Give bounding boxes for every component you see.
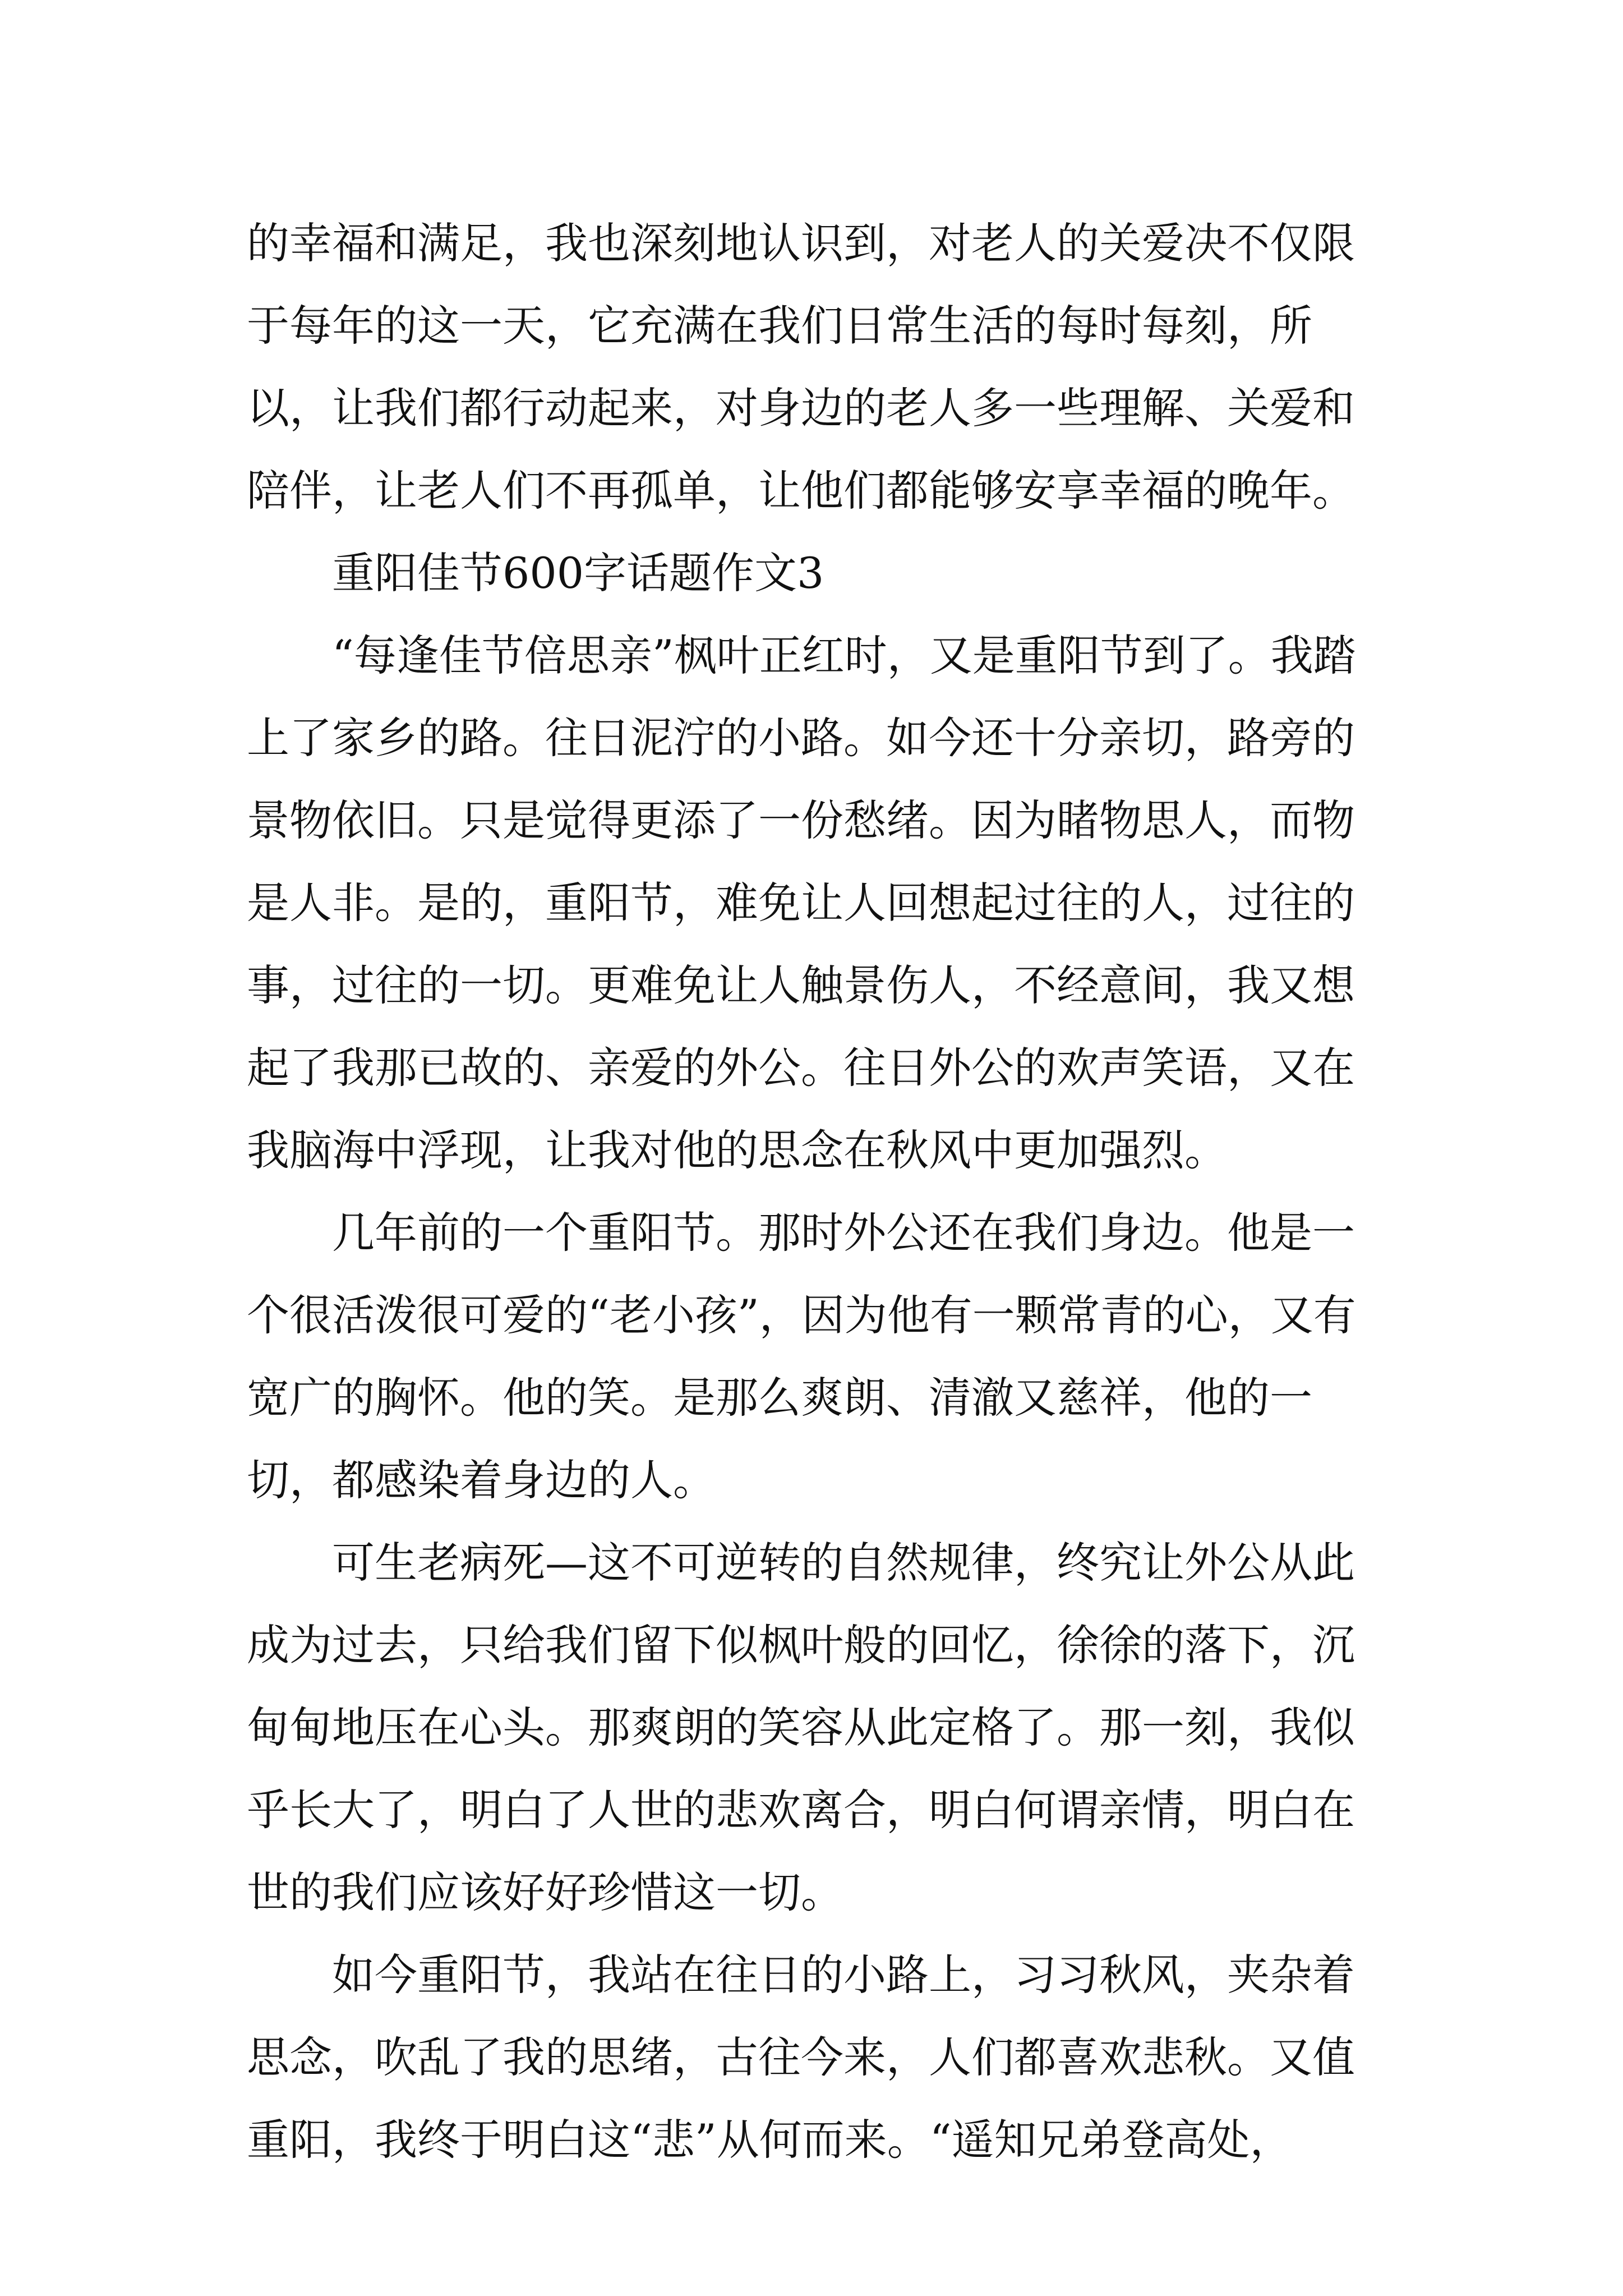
paragraph: 如今重阳节，我站在往日的小路上，习习秋风，夹杂着思念，吹乱了我的思绪，古往今来，人们都喜欢悲秋。又值重阳，我终于明白这“悲”从何而来。“遥知兄弟登高处， (247, 1950, 1355, 2165)
paragraph: 几年前的一个重阳节。那时外公还在我们身边。他是一个很活泼很可爱的“老小孩”，因为他有一颗常青的心，又有宽广的胸怀。他的笑。是那么爽朗、清澈又慈祥，他的一切，都感染着身边的人。 (247, 1208, 1356, 1505)
paragraph: 可生老病死—这不可逆转的自然规律，终究让外公从此成为过去，只给我们留下似枫叶般的回忆，徐徐的落下，沉甸甸地压在心头。那爽朗的笑容从此定格了。那一刻，我似乎长大了，明白了人世的悲欢离合，明白何谓亲情，明白在世的我们应该好好珍惜这一切。 (247, 1538, 1355, 1917)
paragraph: “每逢佳节倍思亲”枫叶正红时，又是重阳节到了。我踏上了家乡的路。往日泥泞的小路。如今还十分亲切，路旁的景物依旧。只是觉得更添了一份愁绪。因为睹物思人，而物是人非。是的，重阳节，难免让人回想起过往的人，过往的事，过往的一切。更难免让人触景伤人，不经意间，我又想起了我那已故的、亲爱的外公。往日外公的欢声笑语，又在我脑海中浮现，让我对他的思念在秋风中更加强烈。 (247, 631, 1356, 1175)
document-body (247, 202, 1391, 2181)
section-heading: 重阳佳节600字话题作文3 (247, 548, 824, 598)
paragraph-continuation: 的幸福和满足，我也深刻地认识到，对老人的关爱决不仅限于每年的这一天，它充满在我们日常生活的每时每刻，所以，让我们都行动起来，对身边的老人多一些理解、关爱和陪伴，让老人们不再孤单，让他们都能够安享幸福的晚年。 (247, 218, 1355, 516)
